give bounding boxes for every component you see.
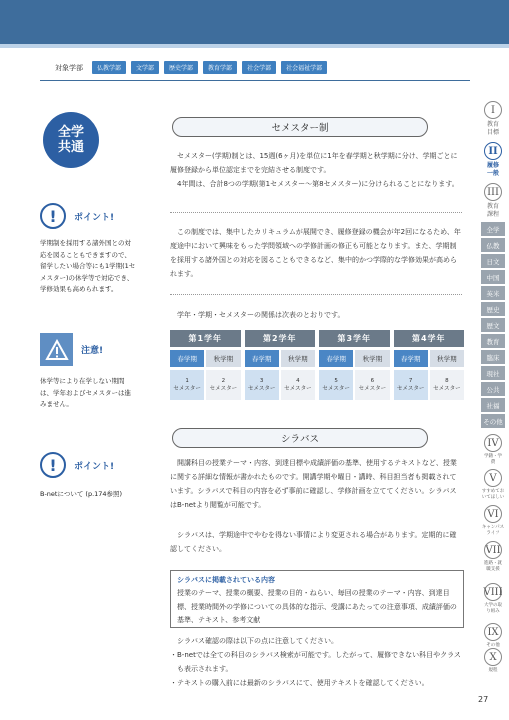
page-number: 27 — [478, 695, 489, 704]
subtab-other[interactable]: その他 — [481, 414, 505, 428]
exclamation-icon: ! — [40, 452, 66, 478]
roman-numeral: VIII — [484, 583, 502, 601]
term-cell-spring: 春学期 — [394, 350, 428, 367]
chapter-tab-label: 規程 — [488, 668, 498, 673]
chapter-tab-label: すすめておいてほしい — [481, 489, 505, 500]
semester-number: 6 — [370, 378, 375, 384]
chapter-tab-9[interactable] — [481, 623, 505, 649]
point-label-1: ポイント! — [74, 212, 115, 223]
subtab-social-welfare[interactable]: 社福 — [481, 398, 505, 412]
faculty-filter-label: 対象学部 — [55, 63, 83, 72]
chapter-tab-label: 履修一般 — [486, 162, 499, 177]
semester-number: 5 — [334, 378, 338, 384]
dotted-divider — [170, 212, 462, 213]
roman-numeral: IX — [484, 623, 502, 641]
semester-word: セメスター — [322, 386, 350, 392]
semester-cell — [430, 370, 464, 400]
syllabus-contents-box — [170, 570, 464, 628]
roman-numeral: V — [484, 469, 502, 487]
semester-number: 8 — [445, 378, 449, 384]
chapter-tab-label: 教育課程 — [486, 203, 499, 218]
semester-para-1: セメスター(学期)制とは、15週(6ヶ月)を単位に1年を春学期と秋学期に分け、学期ごとに履修登録から単位認定までを完結させる制度です。 — [170, 152, 458, 174]
header-divider — [40, 80, 470, 81]
scope-badge-line1: 全学 — [57, 125, 84, 140]
syllabus-contents-title: シラバスに掲載されている内容 — [177, 576, 275, 584]
chapter-tab-6[interactable] — [481, 505, 505, 537]
point-callout-2 — [40, 452, 114, 478]
syllabus-para-2: シラバスは、学期途中でやむを得ない事情により変更される場合があります。定期的に確認してください。 — [170, 531, 457, 553]
term-cell-autumn: 秋学期 — [206, 350, 240, 367]
roman-numeral: III — [484, 183, 502, 201]
semester-number: 2 — [221, 378, 226, 384]
chapter-tab-1[interactable] — [481, 101, 505, 137]
faculty-tag-literature: 文学部 — [131, 61, 159, 74]
exclamation-icon: ! — [40, 203, 66, 229]
term-cell-autumn: 秋学期 — [430, 350, 464, 367]
term-cell-spring: 春学期 — [319, 350, 353, 367]
roman-numeral: IV — [484, 434, 502, 452]
subtab-english[interactable]: 英米 — [481, 286, 505, 300]
year-cell: 第4学年 — [394, 330, 465, 347]
syllabus-para-1: 開講科目の授業テーマ・内容、到達目標や成績評価の基準、使用するテキストなど、授業に関する詳細な情報が書かれたものです。開講学期や曜日・講時、科目担当者も掲載されています。シラバスで科目の内容を必ず事前に確認し、学修計画を立ててください。シラバスはB-netより閲覧が可能です。 — [170, 459, 457, 509]
faculty-filter — [55, 61, 327, 74]
roman-numeral: VI — [484, 505, 502, 523]
subtab-historical-culture[interactable]: 歴文 — [481, 318, 505, 332]
semester-number: 4 — [296, 378, 300, 384]
semester-word: セメスター — [358, 386, 387, 392]
semester-word: セメスター — [247, 386, 276, 392]
header-stripe — [0, 44, 509, 48]
semester-para-3: この制度では、集中したカリキュラムが展開でき、履修登録の機会が年2回になるため、年度途中において興味をもった学問領域への学修計画の修正も可能となります。また、学期制を採用する諸外国との対応を図ることもできるなど、集中的かつ学際的な学修効果が高められます。 — [170, 228, 461, 278]
term-cell-spring: 春学期 — [170, 350, 204, 367]
subtab-all[interactable]: 全学 — [481, 222, 505, 236]
subtab-modern-society[interactable]: 現社 — [481, 366, 505, 380]
header-bar — [0, 0, 509, 48]
scope-badge-line2: 共通 — [57, 140, 84, 155]
faculty-tag-history: 歴史学部 — [164, 61, 198, 74]
semester-number: 3 — [259, 378, 264, 384]
term-cell-autumn: 秋学期 — [355, 350, 389, 367]
semester-para-4: 学年・学期・セメスターの関係は次表のとおりです。 — [177, 311, 345, 319]
section-title-syllabus: シラバス — [172, 428, 428, 448]
subtab-education[interactable]: 教育 — [481, 334, 505, 348]
chapter-tab-7[interactable] — [481, 541, 505, 573]
chapter-tab-4[interactable] — [481, 434, 505, 466]
semester-word: セメスター — [209, 386, 238, 392]
roman-numeral: II — [484, 142, 502, 160]
semester-word: セメスター — [173, 386, 201, 392]
year-row — [170, 330, 464, 347]
semester-cell — [170, 370, 204, 400]
semester-number: 7 — [408, 378, 413, 384]
syllabus-bullet-2: ・テキストの購入前には最新のシラバスにて、使用テキストを確認してください。 — [170, 679, 429, 687]
semester-number: 1 — [185, 378, 189, 384]
chapter-tab-label: その他 — [486, 643, 500, 648]
semester-word: セメスター — [433, 386, 461, 392]
faculty-tag-buddhism: 仏教学部 — [92, 61, 126, 74]
point-callout-1 — [40, 203, 114, 229]
term-cell-autumn: 秋学期 — [281, 350, 315, 367]
chapter-tab-label: キャンパスライフ — [481, 525, 505, 536]
scope-badge — [43, 112, 99, 168]
year-cell: 第1学年 — [170, 330, 241, 347]
semester-cell — [281, 370, 315, 400]
roman-numeral: X — [484, 648, 502, 666]
subtab-japanese-lit[interactable]: 日文 — [481, 254, 505, 268]
term-cell-spring: 春学期 — [245, 350, 279, 367]
faculty-tag-education: 教育学部 — [203, 61, 237, 74]
chapter-tab-2[interactable] — [481, 142, 505, 178]
warning-text: 休学等により在学しない期間は、学年およびセメスターは進みません。 — [40, 377, 131, 408]
chapter-tab-label: 大学の取り組み — [484, 603, 502, 614]
section-title-semester: セメスター制 — [172, 117, 428, 137]
year-cell: 第2学年 — [245, 330, 316, 347]
chapter-tab-3[interactable] — [481, 183, 505, 219]
term-row — [170, 350, 464, 367]
syllabus-para-3: シラバス確認の際は以下の点に注意してください。 — [177, 637, 338, 645]
semester-word: セメスター — [284, 386, 312, 392]
semester-cell — [355, 370, 389, 400]
subtab-clinical[interactable]: 臨床 — [481, 350, 505, 364]
syllabus-contents-body: 授業のテーマ、授業の概要、授業の目的・ねらい、毎回の授業のテーマ・内容、到達目標、授業時間外の学修についての具体的な指示、受講にあたっての注意事項、成績評価の基準、テキスト、参考文献 — [177, 589, 457, 624]
warning-callout — [40, 333, 103, 366]
point-text-1: 学期制を採用する諸外国との対応を図ることもできますので、留学したい場合等にも1学期(1セメスター)の休学等で対応でき、学修効果も高められます。 — [40, 239, 136, 293]
semester-cell — [319, 370, 353, 400]
point-text-2: B-netについて (p.174参照) — [40, 490, 123, 498]
syllabus-bullet-1: ・B-netでは全ての科目のシラバス検索が可能です。したがって、履修できない科目やクラスも表示されます。 — [170, 651, 461, 673]
subtab-history[interactable]: 歴史 — [481, 302, 505, 316]
roman-numeral: VII — [484, 541, 502, 559]
semester-table — [170, 330, 464, 400]
semester-word: セメスター — [396, 386, 425, 392]
chapter-tab-label: 教育目標 — [486, 121, 499, 136]
subtab-chinese[interactable]: 中国 — [481, 270, 505, 284]
faculty-tag-social-welfare: 社会福祉学部 — [281, 61, 327, 74]
chapter-tab-8[interactable] — [481, 583, 505, 615]
point-label-2: ポイント! — [74, 461, 115, 472]
roman-numeral: I — [484, 101, 502, 119]
chapter-tab-label: 学籍・学費 — [484, 454, 502, 465]
chapter-tab-label: 進路・就職支援 — [484, 561, 502, 572]
dotted-divider — [170, 294, 462, 295]
chapter-tab-10[interactable] — [481, 648, 505, 674]
faculty-tag-sociology: 社会学部 — [242, 61, 276, 74]
subtab-buddhism[interactable]: 仏教 — [481, 238, 505, 252]
year-cell: 第3学年 — [319, 330, 390, 347]
semester-cell — [206, 370, 240, 400]
semester-row — [170, 370, 464, 400]
subtab-public[interactable]: 公共 — [481, 382, 505, 396]
semester-cell — [245, 370, 279, 400]
warning-triangle-icon — [40, 333, 73, 366]
semester-cell — [394, 370, 428, 400]
semester-para-2: 4年間は、合計8つの学期(第1セメスター〜第8セメスター)に分けられることになります。 — [177, 180, 459, 188]
chapter-tab-5[interactable] — [481, 469, 505, 501]
warning-label: 注意! — [81, 346, 104, 356]
